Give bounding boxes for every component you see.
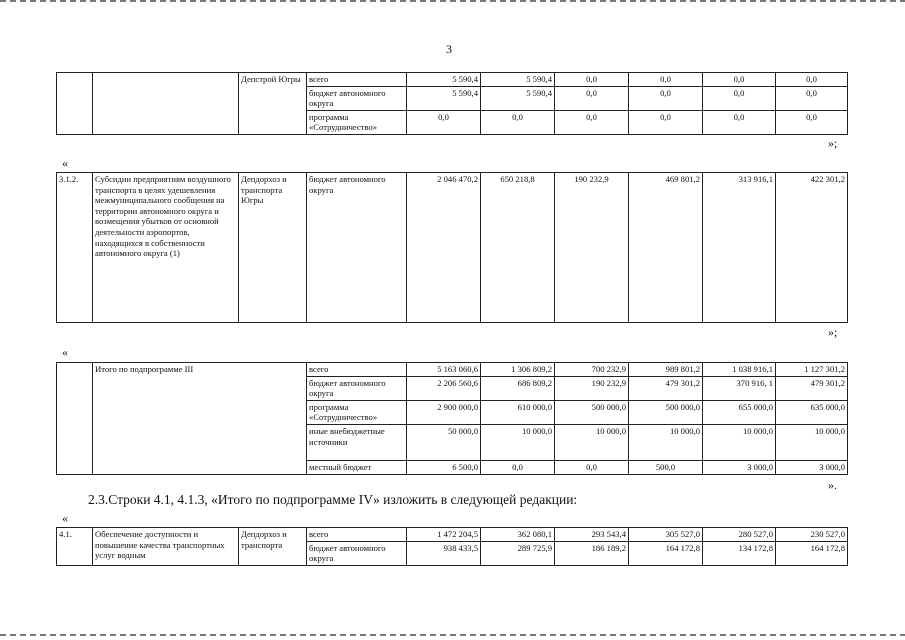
value-cell: 10 000,0 <box>481 424 555 460</box>
source-cell: бюджет автономного округа <box>307 541 407 565</box>
value-cell: 50 000,0 <box>407 424 481 460</box>
value-cell: 650 218,8 <box>481 173 555 323</box>
table-row <box>57 173 848 323</box>
value-cell: 0,0 <box>776 110 848 134</box>
value-cell: 610 000,0 <box>481 400 555 424</box>
value-cell: 289 725,9 <box>481 541 555 565</box>
value-cell: 0,0 <box>629 110 703 134</box>
value-cell: 0,0 <box>776 86 848 110</box>
value-cell: 469 801,2 <box>629 173 703 323</box>
name-cell: Субсидии предприятиям воздушного транспорта в целях удешевления межмуниципального сообщения на территории автономного округа и возмещения убытков от основной деятельности аэропортов, находящихся в собственности автономного округа (1) <box>93 173 239 323</box>
value-cell: 2 900 000,0 <box>407 400 481 424</box>
value-cell: 655 000,0 <box>703 400 776 424</box>
table-water-transport <box>56 527 848 566</box>
value-cell: 5 590,4 <box>481 73 555 87</box>
value-cell: 5 590,4 <box>407 73 481 87</box>
value-cell: 989 801,2 <box>629 363 703 377</box>
value-cell: 10 000,0 <box>629 424 703 460</box>
value-cell: 293 543,4 <box>555 528 629 542</box>
value-cell: 362 080,1 <box>481 528 555 542</box>
value-cell: 0,0 <box>481 460 555 474</box>
open-quote: « <box>62 156 68 170</box>
number-cell: 4.1. <box>57 528 93 566</box>
value-cell: 0,0 <box>629 86 703 110</box>
value-cell: 422 301,2 <box>776 173 848 323</box>
value-cell: 635 000,0 <box>776 400 848 424</box>
number-cell <box>57 73 93 135</box>
value-cell: 500 000,0 <box>555 400 629 424</box>
value-cell: 230 527,0 <box>776 528 848 542</box>
value-cell: 479 301,2 <box>629 376 703 400</box>
value-cell: 1 038 916,1 <box>703 363 776 377</box>
value-cell: 10 000,0 <box>703 424 776 460</box>
table-row <box>57 363 848 377</box>
source-cell: программа «Сотрудничество» <box>307 400 407 424</box>
value-cell: 3 000,0 <box>703 460 776 474</box>
value-cell: 186 189,2 <box>555 541 629 565</box>
value-cell: 305 527,0 <box>629 528 703 542</box>
value-cell: 0,0 <box>555 86 629 110</box>
close-quote: »; <box>828 325 838 339</box>
value-cell: 3 000,0 <box>776 460 848 474</box>
value-cell: 0,0 <box>703 73 776 87</box>
value-cell: 164 172,8 <box>776 541 848 565</box>
open-quote: « <box>62 511 68 525</box>
number-cell: 3.1.2. <box>57 173 93 323</box>
value-cell: 938 433,5 <box>407 541 481 565</box>
value-cell: 0,0 <box>776 73 848 87</box>
source-cell: иные внебюджетные источники <box>307 424 407 460</box>
source-cell: бюджет автономного округа <box>307 376 407 400</box>
table-depstroy <box>56 72 848 135</box>
value-cell: 370 916, 1 <box>703 376 776 400</box>
value-cell: 2 206 560,6 <box>407 376 481 400</box>
value-cell: 134 172,8 <box>703 541 776 565</box>
source-cell: всего <box>307 528 407 542</box>
number-cell <box>57 363 93 475</box>
value-cell: 313 916,1 <box>703 173 776 323</box>
name-cell <box>93 73 239 135</box>
value-cell: 5 163 060,6 <box>407 363 481 377</box>
value-cell: 10 000,0 <box>555 424 629 460</box>
value-cell: 1 306 809,2 <box>481 363 555 377</box>
value-cell: 5 590,4 <box>407 86 481 110</box>
value-cell: 700 232,9 <box>555 363 629 377</box>
value-cell: 280 527,0 <box>703 528 776 542</box>
page-number: 3 <box>446 42 452 56</box>
executor-cell: Депдорхоз и транспорта <box>239 528 307 566</box>
value-cell: 2 046 470,2 <box>407 173 481 323</box>
value-cell: 0,0 <box>555 73 629 87</box>
value-cell: 0,0 <box>481 110 555 134</box>
table-total-subprogram-3 <box>56 362 848 475</box>
executor-cell: Депстрой Югры <box>239 73 307 135</box>
value-cell: 164 172,8 <box>629 541 703 565</box>
value-cell: 1 127 301,2 <box>776 363 848 377</box>
value-cell: 500,0 <box>629 460 703 474</box>
value-cell: 1 472 204,5 <box>407 528 481 542</box>
value-cell: 0,0 <box>703 86 776 110</box>
name-cell: Итого по подпрограмме III <box>93 363 307 475</box>
name-cell: Обеспечение доступности и повышение качества транспортных услуг водным <box>93 528 239 566</box>
value-cell: 10 000,0 <box>776 424 848 460</box>
value-cell: 0,0 <box>407 110 481 134</box>
source-cell: программа «Сотрудничество» <box>307 110 407 134</box>
source-cell: всего <box>307 73 407 87</box>
value-cell: 5 590,4 <box>481 86 555 110</box>
table-row <box>57 528 848 542</box>
value-cell: 190 232,9 <box>555 376 629 400</box>
section-heading: 2.3.Строки 4.1, 4.1.3, «Итого по подпрограмме IV» изложить в следующей редакции: <box>88 492 578 507</box>
executor-cell: Депдорхоз и транспорта Югры <box>239 173 307 323</box>
table-row <box>57 73 848 87</box>
value-cell: 0,0 <box>555 110 629 134</box>
close-quote: »; <box>828 136 838 150</box>
value-cell: 6 500,0 <box>407 460 481 474</box>
source-cell: бюджет автономного округа <box>307 86 407 110</box>
value-cell: 479 301,2 <box>776 376 848 400</box>
source-cell: бюджет автономного округа <box>307 173 407 323</box>
table-subsidies <box>56 172 848 323</box>
value-cell: 0,0 <box>703 110 776 134</box>
value-cell: 0,0 <box>555 460 629 474</box>
value-cell: 686 809,2 <box>481 376 555 400</box>
value-cell: 0,0 <box>629 73 703 87</box>
open-quote: « <box>62 345 68 359</box>
close-quote: ». <box>828 478 837 492</box>
source-cell: всего <box>307 363 407 377</box>
value-cell: 500 000,0 <box>629 400 703 424</box>
source-cell: местный бюджет <box>307 460 407 474</box>
value-cell: 190 232,9 <box>555 173 629 323</box>
